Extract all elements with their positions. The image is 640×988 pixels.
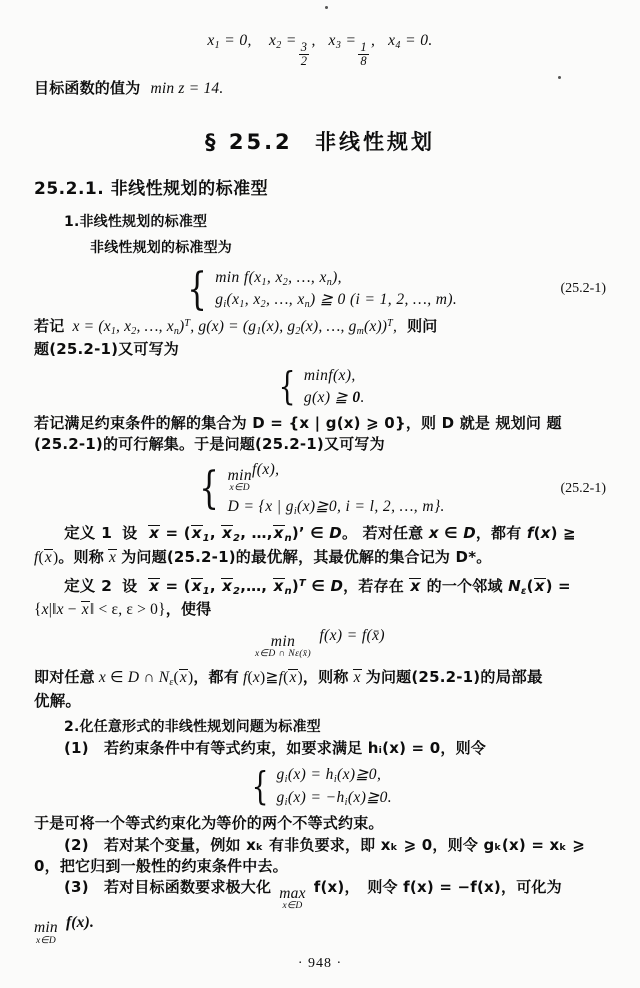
objective-value-label: 目标函数的值为	[34, 78, 141, 97]
max-operator: max	[279, 884, 306, 902]
note-paragraph-1	[34, 316, 606, 339]
paragraph-5-text-a: (3) 若对目标函数要求极大化	[64, 878, 272, 897]
definition-1-text-a: 设 $x = (x_1$, $x_2$, $\dots,x_n$)’ ∈ D。 若对任意 x ∈ D，都有 f(x) ≧	[122, 524, 576, 545]
paragraph-3: (2) 若对某个变量，例如 xₖ 有非负要求，即 xₖ ⩾ 0，则令 gₖ(x) = xₖ ⩾	[64, 835, 586, 854]
equation-1-tag: (25.2-1)	[560, 281, 606, 297]
definition-2-bold-term-1: 局部最	[495, 667, 543, 686]
min-limit-3: x∈D	[35, 935, 56, 946]
note-paragraph-1b: 题(25.2-1)又可写为	[34, 340, 179, 359]
page-content	[34, 18, 606, 946]
section-title: 非线性规划	[314, 129, 435, 154]
equation-1-row-2: $g_i(x_1$, $x_2$, …, $x_n$) ≧ 0 (i = 1, 2, …, m).	[215, 291, 458, 311]
equation-3-row-1: min x∈D f(x),	[227, 461, 280, 494]
note-1-math: $x = (x_1$, $x_2$, …, $x_n)^T$, $g(x) = (g_1(x)$, $g_2(x)$, …, $g_m(x))^T$,	[72, 318, 402, 338]
left-brace-icon-3: {	[199, 463, 220, 515]
item2-title: 2.化任意形式的非线性规划问题为标准型	[64, 718, 321, 735]
equation-block-1	[34, 263, 606, 315]
note-1-prefix: 若记	[34, 317, 65, 336]
solution-equation-line: $x_1 = 0$, $x_2$ = $\frac{3}{2}$ , $x_3$ = $\frac{1}{8}$ , $x_4 = 0$.	[207, 32, 433, 68]
definition-2-continued: {x|‖x − x‖ < ε, ε > 0}，使得	[34, 600, 212, 619]
equation-block-4	[34, 765, 606, 808]
left-brace-icon: {	[187, 263, 207, 315]
subsection-title: 非线性规划的标准型	[110, 178, 269, 199]
page-number: · 948 ·	[297, 956, 343, 971]
min-limit: x∈D	[229, 483, 251, 494]
definition-1-text-c: ，其最优解的集合记为 D*。	[298, 548, 492, 567]
min-operator: min	[227, 466, 253, 484]
paragraph-5-text-b: f(x)， 则令 f(x) = −f(x)，可化为	[313, 878, 562, 897]
scan-speck	[325, 6, 328, 9]
definition-2-equation	[34, 627, 606, 659]
min-limit-2: x∈D ∩ Nε(x̄)	[255, 649, 312, 660]
equation-2-row-2: g(x) ≧ 0.	[303, 388, 365, 406]
definition-1-continued: f(x)。则称 x 为问题(25.2-1)的最优解，其最优解的集合记为 D*。	[34, 548, 492, 567]
section-heading	[34, 126, 606, 156]
definition-2-label: 定义 2	[64, 577, 113, 596]
subsection-heading	[34, 174, 606, 199]
paragraph-6	[34, 912, 606, 946]
note-1-suffix: 则问	[407, 317, 438, 336]
objective-value-line	[34, 78, 606, 100]
definition-2-text-c: 即对任意 x ∈ D ∩ $N_\varepsilon(x)$，都有 f(x)≧f(x)，则称 x 为问题(25.2-1)的局部最	[34, 667, 543, 688]
min-operator-3: min	[34, 919, 58, 937]
equation-block-2	[34, 364, 606, 409]
paragraph-5	[34, 877, 606, 911]
item1-title: 1.非线性规划的标准型	[64, 213, 208, 230]
definition-1	[34, 522, 606, 546]
note-paragraph-2b: (25.2-1)的可行解集。于是问题(25.2-1)又可写为	[34, 434, 385, 453]
equation-block-3	[34, 461, 606, 516]
equation-1-row-1: $\min f(x_1$, $x_2$, …, $x_n$),	[215, 268, 342, 288]
paragraph-2: 于是可将一个等式约束化为等价的两个不等式约束。	[34, 814, 384, 833]
equation-4-row-2: $g_i(x)$ = $-h_i(x)≧0$.	[276, 788, 393, 808]
paragraph-4: 0，把它归到一般性的约束条件中去。	[34, 857, 288, 876]
equation-3-row-2: D = {x | $g_i(x)≧0$, i = l, 2, …, m}.	[227, 497, 445, 517]
left-brace-icon-2: {	[278, 364, 297, 409]
item1-lead: 非线性规划的标准型为	[90, 239, 232, 256]
objective-value-math: min z = 14.	[150, 79, 224, 97]
left-brace-icon-4: {	[251, 763, 269, 808]
section-number: § 25.2	[205, 129, 293, 154]
definition-2	[34, 575, 606, 599]
paragraph-6-rest: f(x).	[65, 913, 95, 931]
paragraph-1: (1) 若约束条件中有等式约束，如要求满足 hᵢ(x) = 0，则令	[64, 738, 486, 757]
subsection-number: 25.2.1.	[34, 178, 105, 199]
min-operator-2: min	[270, 632, 296, 650]
definition-2-equation-rest: f(x) = f(x̄)	[319, 627, 385, 645]
max-limit: x∈D	[282, 901, 303, 912]
definition-1-label-text: 定义 1	[64, 524, 113, 543]
note-paragraph-2: 若记满足约束条件的解的集合为 D = {x | g(x) ⩾ 0}，则 D 就是 规划问 题	[34, 413, 562, 432]
definition-1-bold-term: 最优解	[251, 548, 299, 567]
definition-2-bold-term-2: 优解。	[34, 691, 82, 710]
equation-2-row-1: minf(x),	[303, 366, 356, 384]
equation-3-tag: (25.2-1)	[560, 480, 606, 496]
definition-2-text-a: 设 $x = (x_1$, $x_2,\dots$, $x_n)^T$ ∈ D，若存在 x 的一个邻域 $N_\varepsilon(x)$ =	[122, 577, 571, 598]
equation-4-row-1: $g_i(x)$ = $h_i(x)≧0$,	[276, 765, 382, 785]
